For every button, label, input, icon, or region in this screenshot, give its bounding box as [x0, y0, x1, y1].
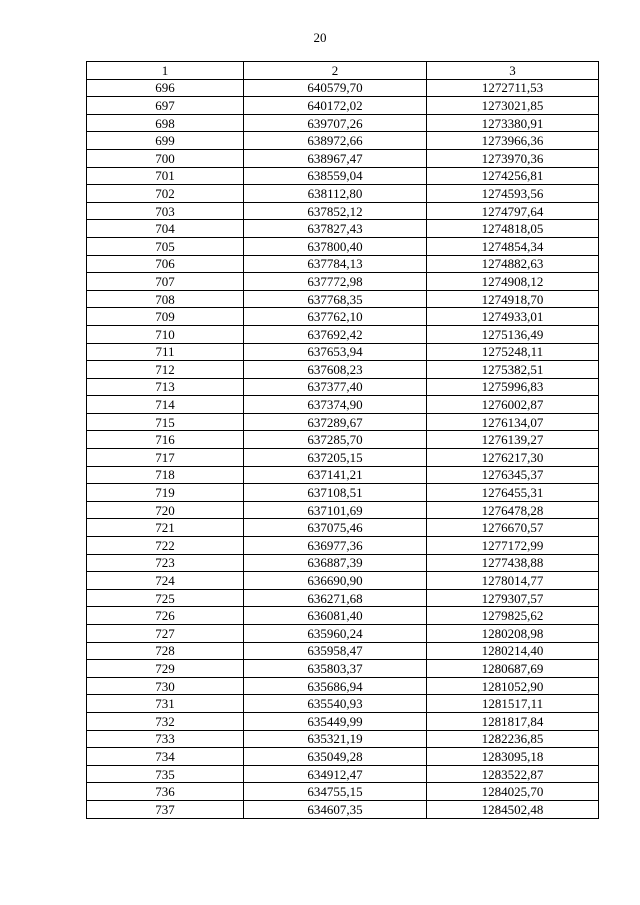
- table-row: [87, 290, 599, 308]
- table-row: [87, 712, 599, 730]
- table-cell: 721: [87, 519, 244, 537]
- table-cell: 1277438,88: [427, 554, 599, 572]
- table-row: [87, 185, 599, 203]
- table-cell: 697: [87, 97, 244, 115]
- table-cell: 1276134,07: [427, 413, 599, 431]
- table-row: [87, 642, 599, 660]
- table-cell: 637768,35: [244, 290, 427, 308]
- table-row: [87, 343, 599, 361]
- table-row: [87, 325, 599, 343]
- table-cell: 636271,68: [244, 589, 427, 607]
- table-cell: 723: [87, 554, 244, 572]
- table-cell: 640172,02: [244, 97, 427, 115]
- table-cell: 1272711,53: [427, 79, 599, 97]
- table-row: [87, 589, 599, 607]
- table-cell: 636081,40: [244, 607, 427, 625]
- table-row: [87, 167, 599, 185]
- table-cell: 720: [87, 501, 244, 519]
- table-cell: 637374,90: [244, 396, 427, 414]
- table-cell: 637377,40: [244, 378, 427, 396]
- table-cell: 705: [87, 237, 244, 255]
- table-cell: 637800,40: [244, 237, 427, 255]
- table-cell: 715: [87, 413, 244, 431]
- table-cell: 734: [87, 748, 244, 766]
- table-cell: 1275136,49: [427, 325, 599, 343]
- table-cell: 637108,51: [244, 484, 427, 502]
- table-cell: 635960,24: [244, 625, 427, 643]
- coordinates-table: [86, 61, 599, 819]
- table-row: [87, 765, 599, 783]
- table-cell: 725: [87, 589, 244, 607]
- table-row: [87, 431, 599, 449]
- table-cell: 1282236,85: [427, 730, 599, 748]
- table-cell: 1276345,37: [427, 466, 599, 484]
- table-cell: 1281817,84: [427, 712, 599, 730]
- table-cell: 1274908,12: [427, 273, 599, 291]
- table-cell: 1280208,98: [427, 625, 599, 643]
- table-cell: 716: [87, 431, 244, 449]
- table-cell: 1274818,05: [427, 220, 599, 238]
- table-cell: 713: [87, 378, 244, 396]
- table-row: [87, 273, 599, 291]
- table-row: [87, 783, 599, 801]
- table-cell: 1274593,56: [427, 185, 599, 203]
- table-cell: 1275248,11: [427, 343, 599, 361]
- table-cell: 638967,47: [244, 149, 427, 167]
- table-cell: 635958,47: [244, 642, 427, 660]
- table-cell: 636887,39: [244, 554, 427, 572]
- table-cell: 1280687,69: [427, 660, 599, 678]
- table-cell: 1274256,81: [427, 167, 599, 185]
- table-cell: 1279307,57: [427, 589, 599, 607]
- table-cell: 707: [87, 273, 244, 291]
- table-cell: 637772,98: [244, 273, 427, 291]
- table-cell: 637101,69: [244, 501, 427, 519]
- table-cell: 639707,26: [244, 114, 427, 132]
- table-cell: 704: [87, 220, 244, 238]
- table-body: [87, 62, 599, 819]
- table-cell: 698: [87, 114, 244, 132]
- table-cell: 1283095,18: [427, 748, 599, 766]
- table-cell: 1276002,87: [427, 396, 599, 414]
- table-cell: 709: [87, 308, 244, 326]
- table-cell: 640579,70: [244, 79, 427, 97]
- table-cell: 711: [87, 343, 244, 361]
- table-cell: 634755,15: [244, 783, 427, 801]
- table-row: [87, 748, 599, 766]
- table-cell: 1283522,87: [427, 765, 599, 783]
- table-cell: 722: [87, 537, 244, 555]
- table-cell: 1278014,77: [427, 572, 599, 590]
- table-cell: 637852,12: [244, 202, 427, 220]
- page-number: 20: [313, 30, 327, 45]
- table-cell: 708: [87, 290, 244, 308]
- table-cell: 712: [87, 361, 244, 379]
- table-row: [87, 449, 599, 467]
- table-cell: 635540,93: [244, 695, 427, 713]
- table-cell: 724: [87, 572, 244, 590]
- table-cell: 637762,10: [244, 308, 427, 326]
- table-cell: 1279825,62: [427, 607, 599, 625]
- table-cell: 737: [87, 800, 244, 818]
- table-row: [87, 501, 599, 519]
- table-cell: 635049,28: [244, 748, 427, 766]
- table-cell: 706: [87, 255, 244, 273]
- table-cell: 636690,90: [244, 572, 427, 590]
- table-cell: 726: [87, 607, 244, 625]
- table-cell: 1274918,70: [427, 290, 599, 308]
- table-cell: 714: [87, 396, 244, 414]
- table-cell: 699: [87, 132, 244, 150]
- table-cell: 700: [87, 149, 244, 167]
- table-cell: 730: [87, 677, 244, 695]
- table-cell: 1275382,51: [427, 361, 599, 379]
- table-row: [87, 660, 599, 678]
- table-cell: 1276139,27: [427, 431, 599, 449]
- table-cell: 635803,37: [244, 660, 427, 678]
- table-header-row: [87, 62, 599, 80]
- table-cell: 634607,35: [244, 800, 427, 818]
- table-cell: 637784,13: [244, 255, 427, 273]
- table-row: [87, 396, 599, 414]
- table-row: [87, 255, 599, 273]
- table-cell: 717: [87, 449, 244, 467]
- table-cell: 732: [87, 712, 244, 730]
- table-cell: 702: [87, 185, 244, 203]
- table-cell: 636977,36: [244, 537, 427, 555]
- table-cell: 638972,66: [244, 132, 427, 150]
- table-cell: 1281052,90: [427, 677, 599, 695]
- table-row: [87, 554, 599, 572]
- table-cell: 1273970,36: [427, 149, 599, 167]
- table-cell: 1274854,34: [427, 237, 599, 255]
- table-cell: 1276217,30: [427, 449, 599, 467]
- table-row: [87, 695, 599, 713]
- table-cell: 703: [87, 202, 244, 220]
- table-row: [87, 413, 599, 431]
- column-header: 1: [87, 62, 244, 80]
- table-cell: 1276455,31: [427, 484, 599, 502]
- table-row: [87, 97, 599, 115]
- table-cell: 1276670,57: [427, 519, 599, 537]
- table-cell: 1273966,36: [427, 132, 599, 150]
- table-row: [87, 625, 599, 643]
- column-header: 3: [427, 62, 599, 80]
- table-cell: 727: [87, 625, 244, 643]
- table-cell: 1280214,40: [427, 642, 599, 660]
- table-cell: 1277172,99: [427, 537, 599, 555]
- table-row: [87, 114, 599, 132]
- table-row: [87, 607, 599, 625]
- table-cell: 637827,43: [244, 220, 427, 238]
- table-cell: 1274797,64: [427, 202, 599, 220]
- column-header: 2: [244, 62, 427, 80]
- table-row: [87, 220, 599, 238]
- table-cell: 733: [87, 730, 244, 748]
- table-row: [87, 800, 599, 818]
- table-row: [87, 79, 599, 97]
- table-row: [87, 537, 599, 555]
- table-row: [87, 378, 599, 396]
- table-cell: 1276478,28: [427, 501, 599, 519]
- table-row: [87, 519, 599, 537]
- table-row: [87, 677, 599, 695]
- table-row: [87, 149, 599, 167]
- table-cell: 637289,67: [244, 413, 427, 431]
- table-row: [87, 730, 599, 748]
- table-cell: 637285,70: [244, 431, 427, 449]
- table-cell: 696: [87, 79, 244, 97]
- table-cell: 637205,15: [244, 449, 427, 467]
- table-row: [87, 484, 599, 502]
- table-cell: 718: [87, 466, 244, 484]
- table-row: [87, 132, 599, 150]
- table-row: [87, 572, 599, 590]
- table-cell: 1273021,85: [427, 97, 599, 115]
- table-cell: 637075,46: [244, 519, 427, 537]
- table-cell: 1281517,11: [427, 695, 599, 713]
- table-cell: 637141,21: [244, 466, 427, 484]
- table-cell: 637692,42: [244, 325, 427, 343]
- table-cell: 637608,23: [244, 361, 427, 379]
- table-cell: 710: [87, 325, 244, 343]
- table-cell: 1274933,01: [427, 308, 599, 326]
- table-cell: 736: [87, 783, 244, 801]
- table-cell: 729: [87, 660, 244, 678]
- table-row: [87, 308, 599, 326]
- table-cell: 1284025,70: [427, 783, 599, 801]
- table-cell: 731: [87, 695, 244, 713]
- table-row: [87, 237, 599, 255]
- table-cell: 638559,04: [244, 167, 427, 185]
- table-cell: 637653,94: [244, 343, 427, 361]
- table-row: [87, 202, 599, 220]
- table-cell: 635449,99: [244, 712, 427, 730]
- table-cell: 1273380,91: [427, 114, 599, 132]
- table-cell: 1284502,48: [427, 800, 599, 818]
- table-cell: 719: [87, 484, 244, 502]
- table-row: [87, 466, 599, 484]
- table-cell: 634912,47: [244, 765, 427, 783]
- table-cell: 735: [87, 765, 244, 783]
- table-cell: 635686,94: [244, 677, 427, 695]
- table-cell: 1275996,83: [427, 378, 599, 396]
- table-cell: 728: [87, 642, 244, 660]
- table-row: [87, 361, 599, 379]
- table-cell: 638112,80: [244, 185, 427, 203]
- table-cell: 701: [87, 167, 244, 185]
- table-cell: 635321,19: [244, 730, 427, 748]
- table-cell: 1274882,63: [427, 255, 599, 273]
